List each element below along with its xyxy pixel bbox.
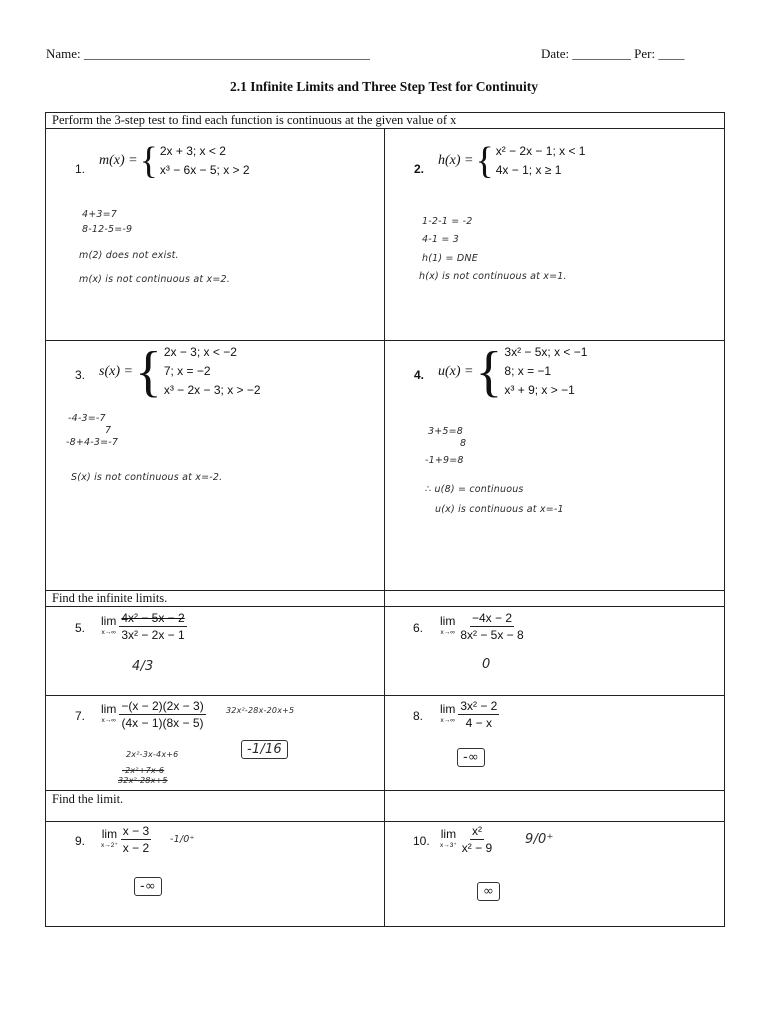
- problem-1-fname: m(x) =: [99, 153, 138, 168]
- problem-6-cell: [385, 607, 725, 696]
- problem-4-function: [438, 340, 588, 403]
- problem-5-sub: x→∞: [101, 628, 116, 636]
- problem-10-number: 10.: [413, 834, 430, 848]
- problem-3-work-1: -4-3=-7: [68, 413, 106, 424]
- problem-7-work-3: -2x²+7x-6: [122, 766, 165, 775]
- problem-4-case-3: x³ + 9; x > −1: [504, 383, 575, 397]
- problem-7-number: 7.: [75, 709, 86, 723]
- problem-2-case-2: 4x − 1; x ≥ 1: [495, 163, 562, 177]
- problem-7-numerator: −(x − 2)(2x − 3): [121, 699, 204, 713]
- problem-1-function: [99, 142, 250, 180]
- section-2-instruction-blank: [385, 591, 725, 607]
- section-3-instruction: Find the limit.: [52, 792, 124, 806]
- problem-7-work-4: 32x²-28x+5: [118, 776, 168, 785]
- problem-3-number: 3.: [75, 368, 86, 382]
- problem-2-number: 2.: [414, 162, 425, 176]
- problem-8-sub: x→∞: [440, 716, 455, 724]
- problem-6-numerator: −4x − 2: [472, 611, 513, 625]
- problem-3-brace: {: [134, 340, 162, 403]
- problem-3-work-4: S(x) is not continuous at x=-2.: [71, 472, 223, 483]
- problem-9-answer: -∞: [134, 877, 162, 896]
- problem-2-fname: h(x) =: [438, 153, 474, 168]
- problem-1-brace: {: [139, 140, 158, 182]
- problem-8-denominator: 4 − x: [465, 716, 493, 730]
- problem-4-brace: {: [475, 340, 503, 403]
- problem-9-number: 9.: [75, 834, 86, 848]
- problem-2-work-1: 1-2-1 = -2: [422, 216, 473, 227]
- worksheet-title: 2.1 Infinite Limits and Three Step Test for Continuity: [230, 79, 538, 94]
- problem-1-cell: [46, 129, 385, 341]
- name-field[interactable]: Name: ____________________________________________: [46, 46, 370, 61]
- problem-1-case-2: x³ − 6x − 5; x > 2: [159, 163, 250, 177]
- problem-6-sub: x→∞: [440, 628, 455, 636]
- problem-3-case-2: 7; x = −2: [163, 364, 211, 378]
- problem-8-limit: [440, 699, 499, 730]
- problem-3-work-3: -8+4-3=-7: [66, 437, 119, 448]
- problem-2-brace: {: [475, 140, 494, 182]
- problem-8-answer: -∞: [457, 748, 485, 767]
- problem-1-work-2: 8-12-5=-9: [82, 224, 133, 235]
- problem-1-work-3: m(2) does not exist.: [79, 250, 179, 261]
- problem-3-case-3: x³ − 2x − 3; x > −2: [163, 383, 261, 397]
- problem-1-work-1: 4+3=7: [82, 209, 118, 220]
- section-2-instruction: Find the infinite limits.: [52, 591, 168, 605]
- problem-7-denominator: (4x − 1)(8x − 5): [121, 716, 204, 730]
- problem-5-numerator: 4x² − 5x − 2: [121, 611, 185, 625]
- problem-8-cell: [385, 696, 725, 791]
- problem-7-work-2: 2x²-3x-4x+6: [126, 750, 179, 759]
- section-2-instruction-row: [46, 591, 385, 607]
- worksheet-table: [45, 112, 725, 927]
- problem-3-function: [99, 340, 261, 403]
- problem-5-number: 5.: [75, 621, 86, 635]
- problem-9-cell: [46, 822, 385, 927]
- problem-9-lim: lim: [101, 826, 118, 841]
- problem-8-number: 8.: [413, 709, 424, 723]
- date-period-field[interactable]: Date: _________ Per: ____: [541, 46, 685, 61]
- section-1-instruction: Perform the 3-step test to find each function is continuous at the given value of x: [52, 113, 457, 127]
- problem-9-denominator: x − 2: [122, 841, 150, 855]
- problem-4-case-1: 3x² − 5x; x < −1: [504, 345, 588, 359]
- problem-9-limit: [101, 824, 151, 855]
- problem-5-lim: lim: [101, 613, 117, 628]
- problem-5-limit: [101, 611, 187, 642]
- problem-10-numerator: x²: [471, 824, 482, 838]
- problem-3-fname: s(x) =: [99, 363, 133, 379]
- problem-1-number: 1.: [75, 162, 86, 176]
- problem-6-answer: 0: [482, 657, 491, 672]
- problem-10-lim: lim: [440, 826, 457, 841]
- problem-10-limit: [440, 824, 494, 855]
- problem-4-fname: u(x) =: [438, 363, 474, 379]
- problem-10-work: 9/0⁺: [525, 832, 554, 847]
- problem-4-work-2: 8: [460, 438, 467, 449]
- problem-7-limit: [101, 699, 206, 730]
- problem-3-cell: [46, 341, 385, 591]
- problem-4-work-5: u(x) is continuous at x=-1: [435, 504, 564, 515]
- problem-4-number: 4.: [414, 368, 425, 382]
- problem-2-case-1: x² − 2x − 1; x < 1: [495, 144, 586, 158]
- problem-2-cell: [385, 129, 725, 341]
- problem-6-limit: [440, 611, 526, 642]
- problem-10-sub: x→3⁺: [440, 841, 457, 849]
- problem-8-lim: lim: [440, 701, 456, 716]
- problem-7-answer: -1/16: [241, 740, 288, 759]
- problem-4-cell: [385, 341, 725, 591]
- section-3-instruction-row: [46, 791, 385, 822]
- problem-9-work: -1/0⁺: [170, 834, 195, 845]
- problem-2-work-4: h(x) is not continuous at x=1.: [419, 271, 567, 282]
- problem-4-case-2: 8; x = −1: [504, 364, 552, 378]
- problem-3-work-2: 7: [105, 425, 112, 436]
- problem-10-denominator: x² − 9: [461, 841, 493, 855]
- problem-1-case-1: 2x + 3; x < 2: [159, 144, 226, 158]
- problem-7-cell: [46, 696, 385, 791]
- problem-6-lim: lim: [440, 613, 456, 628]
- problem-1-work-4: m(x) is not continuous at x=2.: [79, 274, 230, 285]
- problem-5-cell: [46, 607, 385, 696]
- problem-3-case-1: 2x − 3; x < −2: [163, 345, 237, 359]
- problem-5-answer: 4/3: [132, 659, 154, 674]
- problem-10-answer: ∞: [477, 882, 500, 901]
- problem-4-work-4: ∴ u(8) = continuous: [425, 484, 524, 495]
- problem-2-function: [438, 142, 585, 180]
- problem-9-numerator: x − 3: [122, 824, 150, 838]
- problem-10-cell: [385, 822, 725, 927]
- problem-6-number: 6.: [413, 621, 424, 635]
- problem-9-sub: x→2⁺: [101, 841, 118, 849]
- problem-7-work-1: 32x²-28x-20x+5: [226, 706, 295, 715]
- section-3-instruction-blank: [385, 791, 725, 822]
- problem-4-work-1: 3+5=8: [428, 426, 464, 437]
- section-1-instruction-row: [46, 113, 725, 129]
- problem-2-work-3: h(1) = DNE: [422, 253, 478, 264]
- problem-4-work-3: -1+9=8: [425, 455, 464, 466]
- problem-6-denominator: 8x² − 5x − 8: [460, 628, 524, 642]
- problem-5-denominator: 3x² − 2x − 1: [121, 628, 185, 642]
- problem-7-sub: x→∞: [101, 716, 116, 724]
- problem-8-numerator: 3x² − 2: [460, 699, 498, 713]
- problem-2-work-2: 4-1 = 3: [422, 234, 459, 245]
- problem-7-lim: lim: [101, 701, 117, 716]
